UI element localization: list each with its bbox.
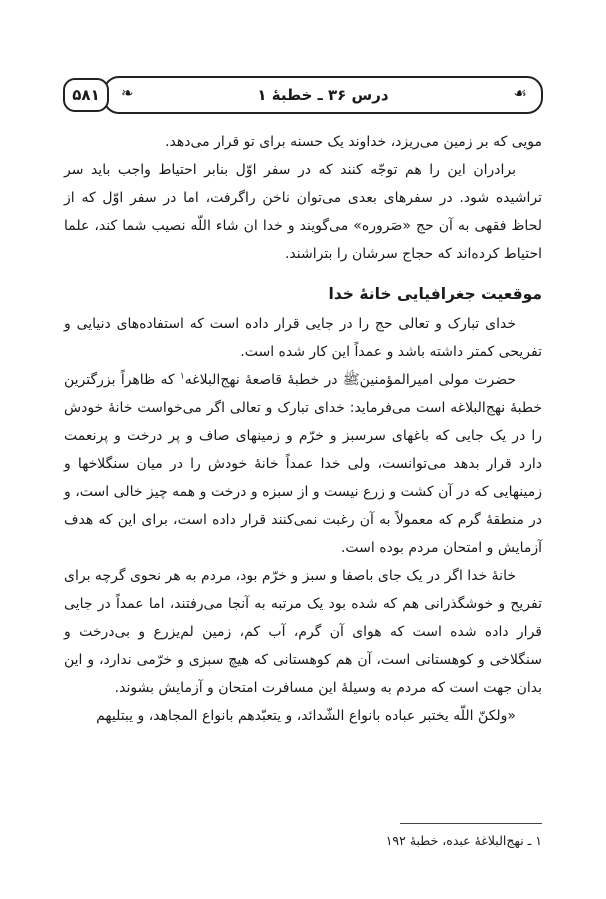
section-heading: موقعیت جغرافیایی خانهٔ خدا xyxy=(328,285,542,303)
ornament-right-icon: ☙ xyxy=(513,84,527,102)
salutation-symbol: ﷺ xyxy=(342,372,360,388)
page-body xyxy=(64,128,542,730)
paragraph-4-part-c: که ظاهراً بزرگترین خطبهٔ نهج‌البلاغه است می‌فرماید: خدای تبارک و تعالی اگر می‌خواست خانهٔ خودش را در یک جایی که باغهای سرسبز و خرّم و زمینهای صاف و پر درخت و پرنعمت دارد قرار بدهد می‌توانست، ولی خدا عمداً خانهٔ خودش را در میان سنگلاخها و زمینهایی که در آن کشت و زرع نیست و از سبزه و درخت و همه چیز خالی است، و در منطقهٔ گرم که معمولاً به آن رغبت نمی‌کنند قرار داده است، برای این که هدف آزمایش و امتحان مردم بوده است. xyxy=(64,372,542,556)
footnote-divider xyxy=(400,823,542,824)
header-frame xyxy=(103,76,543,114)
paragraph-1: مویی که بر زمین می‌ریزد، خداوند یک حسنه برای تو قرار می‌دهد. xyxy=(165,134,542,150)
footnote: ۱ ـ نهج‌البلاغهٔ عبده، خطبهٔ ۱۹۲ xyxy=(385,833,542,848)
ornament-left-icon: ❧ xyxy=(121,84,134,102)
footnote-reference[interactable]: ۱ xyxy=(179,371,185,382)
page-number: ۵۸۱ xyxy=(63,78,109,112)
running-header xyxy=(63,76,543,116)
paragraph-4 xyxy=(64,366,542,562)
paragraph-4-part-b: در خطبهٔ قاصعهٔ نهج‌البلاغه xyxy=(184,372,343,388)
paragraph-4-part-a: حضرت مولی امیرالمؤمنین xyxy=(359,372,516,388)
paragraph-6-quote: «ولکنّ اللّه یختبر عباده بانواع الشّدائد، و یتعبّدهم بانواع المجاهد، و یبتلیهم xyxy=(96,708,516,724)
paragraph-3: خدای تبارک و تعالی حج را در جایی قرار داده است که استفاده‌های دنیایی و تفریحی کمتر داشته باشد و عمداً این کار شده است. xyxy=(64,316,542,360)
paragraph-5: خانهٔ خدا اگر در یک جای باصفا و سبز و خرّم بود، مردم به هر نحوی گرچه برای تفریح و خوشگذرانی هم که شده بود یک مرتبه به آنجا می‌رفتند، اما عمداً در جایی قرار داده شده است که هوای آن گرم، آب کم، زمین لم‌یزرع و بی‌درخت و سنگلاخی و کوهستانی است، آن هم کوهستانی که هیچ سبزی و خرّمی ندارد، و این بدان جهت است که مردم به وسیلهٔ این مسافرت امتحان و آزمایش بشوند. xyxy=(64,568,542,696)
header-title: درس ۳۶ ـ خطبهٔ ۱ xyxy=(257,86,389,104)
paragraph-2: برادران این را هم توجّه کنند که در سفر اوّل بنابر احتیاط واجب باید سر تراشیده شود. در سفرهای بعدی می‌توان ناخن راگرفت، اما در سفر اوّل که از لحاظ فقهی به آن حج «صَروره» می‌گویند و خدا ان شاء اللّه نصیب شما کند، علما احتیاط کرده‌اند که حجاج سرشان را بتراشند. xyxy=(64,162,542,262)
